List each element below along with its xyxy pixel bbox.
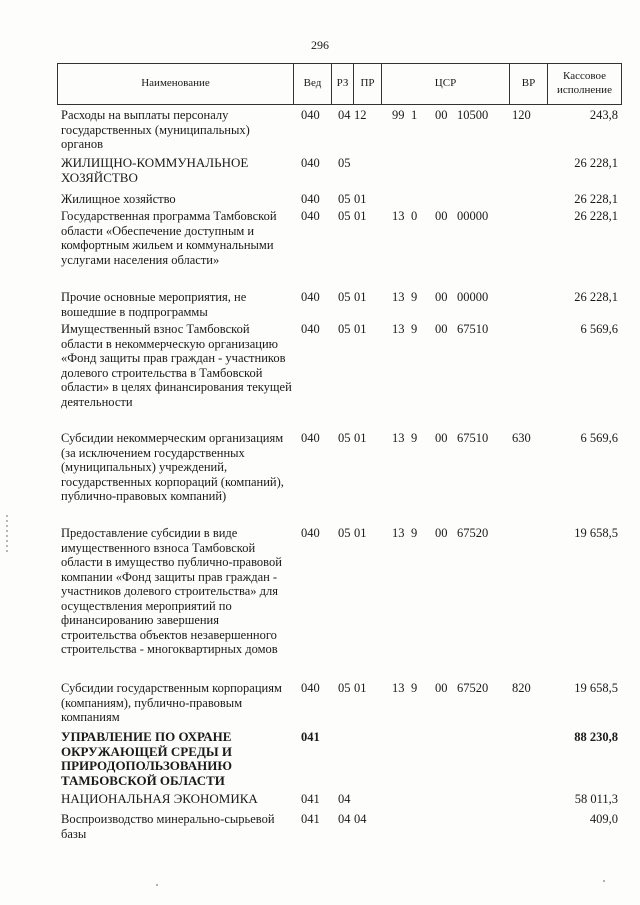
row-csr-main: 00 bbox=[435, 209, 448, 223]
row-name: ЖИЛИЩНО-КОММУНАЛЬНОЕ ХОЗЯЙСТВО bbox=[61, 155, 249, 185]
row-name: Жилищное хозяйство bbox=[61, 192, 176, 206]
row-rz: 05 bbox=[338, 322, 351, 336]
row-sum: 6 569,6 bbox=[580, 431, 618, 445]
row-pr: 01 bbox=[354, 290, 367, 304]
row-rz: 05 bbox=[338, 431, 351, 445]
row-name: Предоставление субсидии в виде имущественного взноса Тамбовской области в имущество публично-правовой компании «Фонд защиты прав граждан - участников долевого строительства» для осуществления мероприятий по финансированию завершения строительства объектов незавершенного строительства - многоквартирных домов bbox=[61, 526, 282, 656]
row-sum: 58 011,3 bbox=[574, 792, 618, 806]
row-csr-main: 00 bbox=[435, 108, 448, 122]
table-row bbox=[57, 290, 622, 324]
row-csr-program: 99 bbox=[392, 108, 405, 122]
row-csr-subprogram: 9 bbox=[411, 526, 418, 540]
row-csr-main: 00 bbox=[435, 681, 448, 695]
row-csr-subprogram: 9 bbox=[411, 290, 418, 304]
table-row bbox=[57, 812, 622, 846]
scan-speck bbox=[156, 884, 158, 886]
row-rz: 05 bbox=[338, 526, 351, 540]
row-rz: 05 bbox=[338, 290, 351, 304]
row-vr: 630 bbox=[512, 431, 531, 445]
table-row bbox=[57, 322, 622, 432]
row-csr-direction: 67510 bbox=[457, 431, 489, 445]
row-csr-direction: 67510 bbox=[457, 322, 489, 336]
row-csr-program: 13 bbox=[392, 526, 405, 540]
scan-speck bbox=[603, 880, 605, 882]
table-row bbox=[57, 526, 622, 682]
row-csr-subprogram: 0 bbox=[411, 209, 418, 223]
row-csr-direction: 67520 bbox=[457, 526, 489, 540]
row-csr-main: 00 bbox=[435, 290, 448, 304]
row-name: Расходы на выплаты персоналу государственных (муниципальных) органов bbox=[61, 108, 250, 151]
row-rz: 05 bbox=[338, 156, 351, 170]
row-sum: 6 569,6 bbox=[580, 322, 618, 336]
row-csr-direction: 10500 bbox=[457, 108, 489, 122]
row-vr: 120 bbox=[512, 108, 531, 122]
row-rz: 04 bbox=[338, 108, 351, 122]
table-row bbox=[57, 108, 622, 156]
row-rz: 05 bbox=[338, 192, 351, 206]
row-csr-program: 13 bbox=[392, 681, 405, 695]
row-pr: 01 bbox=[354, 681, 367, 695]
row-rz: 04 bbox=[338, 812, 351, 826]
row-name: Прочие основные мероприятия, не вошедшие в подпрограммы bbox=[61, 290, 247, 319]
row-csr-direction: 00000 bbox=[457, 290, 489, 304]
row-ved: 040 bbox=[301, 290, 320, 304]
header-vr: ВР bbox=[510, 64, 548, 104]
header-csr: ЦСР bbox=[382, 64, 510, 104]
row-sum: 19 658,5 bbox=[574, 681, 618, 695]
row-pr: 01 bbox=[354, 322, 367, 336]
row-rz: 05 bbox=[338, 209, 351, 223]
row-csr-subprogram: 1 bbox=[411, 108, 418, 122]
row-sum: 26 228,1 bbox=[574, 209, 618, 223]
row-pr: 01 bbox=[354, 431, 367, 445]
header-sum: Кассовое исполнение bbox=[557, 70, 612, 96]
row-ved: 040 bbox=[301, 322, 320, 336]
row-ved: 040 bbox=[301, 192, 320, 206]
page-number: 296 bbox=[311, 38, 329, 52]
row-ved: 040 bbox=[301, 431, 320, 445]
row-csr-subprogram: 9 bbox=[411, 681, 418, 695]
row-pr: 01 bbox=[354, 526, 367, 540]
row-name: УПРАВЛЕНИЕ ПО ОХРАНЕ ОКРУЖАЮЩЕЙ СРЕДЫ И ПРИРОДОПОЛЬЗОВАНИЮ ТАМБОВСКОЙ ОБЛАСТИ bbox=[61, 729, 232, 788]
row-sum: 409,0 bbox=[589, 812, 618, 826]
scan-margin-mark bbox=[6, 515, 8, 555]
row-name: Воспроизводство минерально-сырьевой базы bbox=[61, 812, 275, 841]
row-sum: 26 228,1 bbox=[574, 290, 618, 304]
row-ved: 040 bbox=[301, 209, 320, 223]
row-pr: 04 bbox=[354, 812, 367, 826]
row-sum: 26 228,1 bbox=[574, 192, 618, 206]
header-ved: Вед bbox=[294, 64, 332, 104]
row-sum: 243,8 bbox=[589, 108, 618, 122]
table-row bbox=[57, 431, 622, 526]
row-csr-program: 13 bbox=[392, 322, 405, 336]
row-ved: 041 bbox=[301, 812, 320, 826]
table-row bbox=[57, 730, 622, 794]
row-name: Государственная программа Тамбовской области «Обеспечение доступным и комфортным жильем и коммунальными услугами населения области» bbox=[61, 209, 277, 267]
row-name: Имущественный взнос Тамбовской области в некоммерческую организацию «Фонд защиты прав граждан - участников долевого строительства в Тамбовской области» в целях финансирования текущей деятельности bbox=[61, 322, 292, 409]
row-ved: 040 bbox=[301, 156, 320, 170]
row-sum: 88 230,8 bbox=[574, 730, 618, 744]
table-row bbox=[57, 156, 622, 192]
row-rz: 05 bbox=[338, 681, 351, 695]
header-rz: РЗ bbox=[332, 64, 354, 104]
row-csr-main: 00 bbox=[435, 526, 448, 540]
row-name: НАЦИОНАЛЬНАЯ ЭКОНОМИКА bbox=[61, 791, 258, 806]
row-csr-main: 00 bbox=[435, 322, 448, 336]
row-ved: 041 bbox=[301, 730, 320, 744]
row-vr: 820 bbox=[512, 681, 531, 695]
row-rz: 04 bbox=[338, 792, 351, 806]
table-row bbox=[57, 192, 622, 210]
table-row bbox=[57, 209, 622, 289]
row-ved: 041 bbox=[301, 792, 320, 806]
header-pr: ПР bbox=[354, 64, 382, 104]
row-csr-direction: 67520 bbox=[457, 681, 489, 695]
row-name: Субсидии государственным корпорациям (компаниям), публично-правовым компаниям bbox=[61, 681, 282, 724]
row-sum: 26 228,1 bbox=[574, 156, 618, 170]
row-ved: 040 bbox=[301, 681, 320, 695]
row-csr-program: 13 bbox=[392, 290, 405, 304]
row-csr-subprogram: 9 bbox=[411, 431, 418, 445]
table-row bbox=[57, 792, 622, 812]
row-pr: 01 bbox=[354, 192, 367, 206]
row-pr: 12 bbox=[354, 108, 367, 122]
row-name: Субсидии некоммерческим организациям (за исключением государственных (муниципальных) учреждений, государственных корпораций (компаний), публично-правовых компаний) bbox=[61, 431, 284, 503]
row-csr-program: 13 bbox=[392, 431, 405, 445]
table-row bbox=[57, 681, 622, 729]
row-csr-main: 00 bbox=[435, 431, 448, 445]
row-ved: 040 bbox=[301, 108, 320, 122]
table-header bbox=[57, 63, 622, 105]
row-pr: 01 bbox=[354, 209, 367, 223]
row-csr-direction: 00000 bbox=[457, 209, 489, 223]
row-sum: 19 658,5 bbox=[574, 526, 618, 540]
row-csr-subprogram: 9 bbox=[411, 322, 418, 336]
row-ved: 040 bbox=[301, 526, 320, 540]
row-csr-program: 13 bbox=[392, 209, 405, 223]
header-name: Наименование bbox=[58, 64, 294, 104]
